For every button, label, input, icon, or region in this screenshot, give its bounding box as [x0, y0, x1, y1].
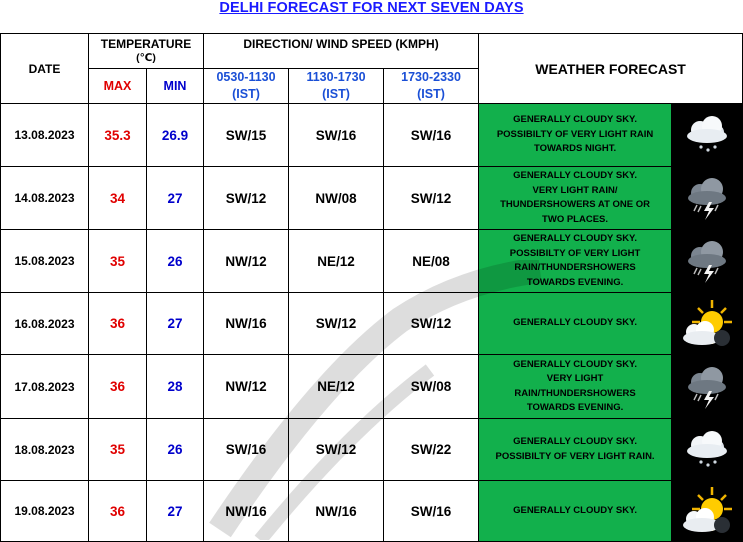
weather-icon-cell [672, 355, 743, 419]
weather-icon-cell [672, 230, 743, 293]
max-temp-cell: 36 [89, 481, 147, 542]
wind-slot-3-cell: SW/12 [384, 167, 479, 230]
forecast-text-cell [479, 104, 672, 167]
date-cell: 15.08.2023 [1, 230, 89, 293]
forecast-line: GENERALLY CLOUDY SKY. [513, 317, 637, 329]
forecast-text-cell [479, 167, 672, 230]
forecast-text-cell [479, 293, 672, 355]
forecast-line: GENERALLY CLOUDY SKY. [513, 504, 637, 516]
wind-slot-1-cell: SW/16 [204, 419, 289, 481]
max-temp-cell: 35 [89, 230, 147, 293]
table-row [1, 167, 743, 230]
forecast-line: TWO PLACES. [542, 213, 609, 225]
wind-slot-1-cell: SW/12 [204, 167, 289, 230]
wind-slot-3-cell: SW/22 [384, 419, 479, 481]
forecast-text-cell [479, 481, 672, 542]
date-cell: 17.08.2023 [1, 355, 89, 419]
page-title: DELHI FORECAST FOR NEXT SEVEN DAYS [219, 0, 524, 16]
forecast-line: VERY LIGHT [546, 373, 604, 384]
slot-1-header [204, 69, 289, 104]
wind-slot-2-cell: SW/12 [289, 419, 384, 481]
min-temp-cell: 26 [147, 419, 204, 481]
thunderstorm-icon [672, 362, 742, 412]
min-temp-cell: 26 [147, 230, 204, 293]
date-cell: 13.08.2023 [1, 104, 89, 167]
weather-icon-cell [672, 167, 743, 230]
forecast-line: TOWARDS NIGHT. [533, 143, 617, 155]
temperature-label: TEMPERATURE [100, 37, 192, 51]
slot-3-header [384, 69, 479, 104]
weather-icon-cell [672, 481, 743, 542]
table-row [1, 355, 743, 419]
wind-slot-2-cell: SW/12 [289, 293, 384, 355]
wind-slot-3-cell: SW/12 [384, 293, 479, 355]
max-temp-cell: 34 [89, 167, 147, 230]
weather-icon-cell [672, 104, 743, 167]
wind-slot-2-cell: NE/12 [289, 230, 384, 293]
min-temp-cell: 27 [147, 481, 204, 542]
table-row [1, 419, 743, 481]
forecast-table [0, 33, 743, 542]
forecast-line: POSSIBILTY OF VERY LIGHT RAIN. [495, 450, 655, 462]
date-header: DATE [1, 34, 89, 104]
wind-slot-2-cell: NW/08 [289, 167, 384, 230]
min-header: MIN [147, 69, 204, 104]
slot-2-time: 1130-1730 [306, 70, 366, 84]
table-row [1, 104, 743, 167]
forecast-text-cell [479, 355, 672, 419]
max-header: MAX [89, 69, 147, 104]
thunderstorm-icon [672, 173, 742, 223]
wind-slot-1-cell: NW/16 [204, 481, 289, 542]
wind-slot-2-cell: SW/16 [289, 104, 384, 167]
min-temp-cell: 27 [147, 293, 204, 355]
slot-1-time: 0530-1130 [216, 70, 276, 84]
wind-slot-3-cell: SW/16 [384, 104, 479, 167]
table-row [1, 481, 743, 542]
weather-icon-cell [672, 419, 743, 481]
thunderstorm-icon [672, 236, 742, 286]
forecast-line: RAIN/THUNDERSHOWERS [514, 387, 636, 399]
slot-3-zone: (IST) [417, 87, 445, 101]
wind-slot-3-cell: SW/08 [384, 355, 479, 419]
slot-3-time: 1730-2330 [401, 70, 461, 84]
forecast-line: TOWARDS EVENING. [526, 276, 624, 288]
forecast-text-cell [479, 230, 672, 293]
slot-2-header [289, 69, 384, 104]
forecast-line: VERY LIGHT RAIN/ [532, 184, 618, 196]
max-temp-cell: 36 [89, 293, 147, 355]
forecast-line: GENERALLY CLOUDY SKY. [513, 436, 637, 447]
slot-2-zone: (IST) [322, 87, 350, 101]
sun-cloud-icon [672, 485, 742, 537]
cloud-drizzle-icon [672, 112, 742, 158]
max-temp-cell: 35.3 [89, 104, 147, 167]
wind-slot-3-cell: SW/16 [384, 481, 479, 542]
forecast-line: RAIN/THUNDERSHOWERS [514, 262, 636, 273]
forecast-line: GENERALLY CLOUDY SKY. [513, 170, 637, 181]
max-temp-cell: 35 [89, 419, 147, 481]
cloud-drizzle-icon [672, 427, 742, 473]
forecast-line: POSSIBILTY OF VERY LIGHT [509, 247, 641, 259]
slot-1-zone: (IST) [232, 87, 260, 101]
sun-cloud-icon [672, 298, 742, 350]
header-row [1, 34, 743, 69]
wind-slot-1-cell: NW/16 [204, 293, 289, 355]
forecast-line: GENERALLY CLOUDY SKY. [513, 114, 637, 126]
wind-slot-1-cell: SW/15 [204, 104, 289, 167]
forecast-line: TOWARDS EVENING. [526, 402, 624, 413]
temperature-header [89, 34, 204, 69]
date-cell: 19.08.2023 [1, 481, 89, 542]
wind-header: DIRECTION/ WIND SPEED (KMPH) [204, 34, 479, 69]
table-row [1, 293, 743, 355]
min-temp-cell: 26.9 [147, 104, 204, 167]
table-row [1, 230, 743, 293]
date-cell: 18.08.2023 [1, 419, 89, 481]
wind-slot-2-cell: NW/16 [289, 481, 384, 542]
forecast-text-cell [479, 419, 672, 481]
forecast-line: GENERALLY CLOUDY SKY. [513, 233, 637, 244]
min-temp-cell: 28 [147, 355, 204, 419]
date-cell: 16.08.2023 [1, 293, 89, 355]
wind-slot-1-cell: NW/12 [204, 355, 289, 419]
weather-icon-cell [672, 293, 743, 355]
forecast-line: GENERALLY CLOUDY SKY. [513, 358, 637, 370]
weather-forecast-header: WEATHER FORECAST [479, 34, 743, 104]
max-temp-cell: 36 [89, 355, 147, 419]
wind-slot-1-cell: NW/12 [204, 230, 289, 293]
temperature-unit: (℃) [136, 52, 156, 64]
forecast-line: POSSIBILTY OF VERY LIGHT RAIN [496, 128, 654, 140]
date-cell: 14.08.2023 [1, 167, 89, 230]
forecast-line: THUNDERSHOWERS AT ONE OR [500, 199, 650, 210]
wind-slot-2-cell: NE/12 [289, 355, 384, 419]
wind-slot-3-cell: NE/08 [384, 230, 479, 293]
min-temp-cell: 27 [147, 167, 204, 230]
